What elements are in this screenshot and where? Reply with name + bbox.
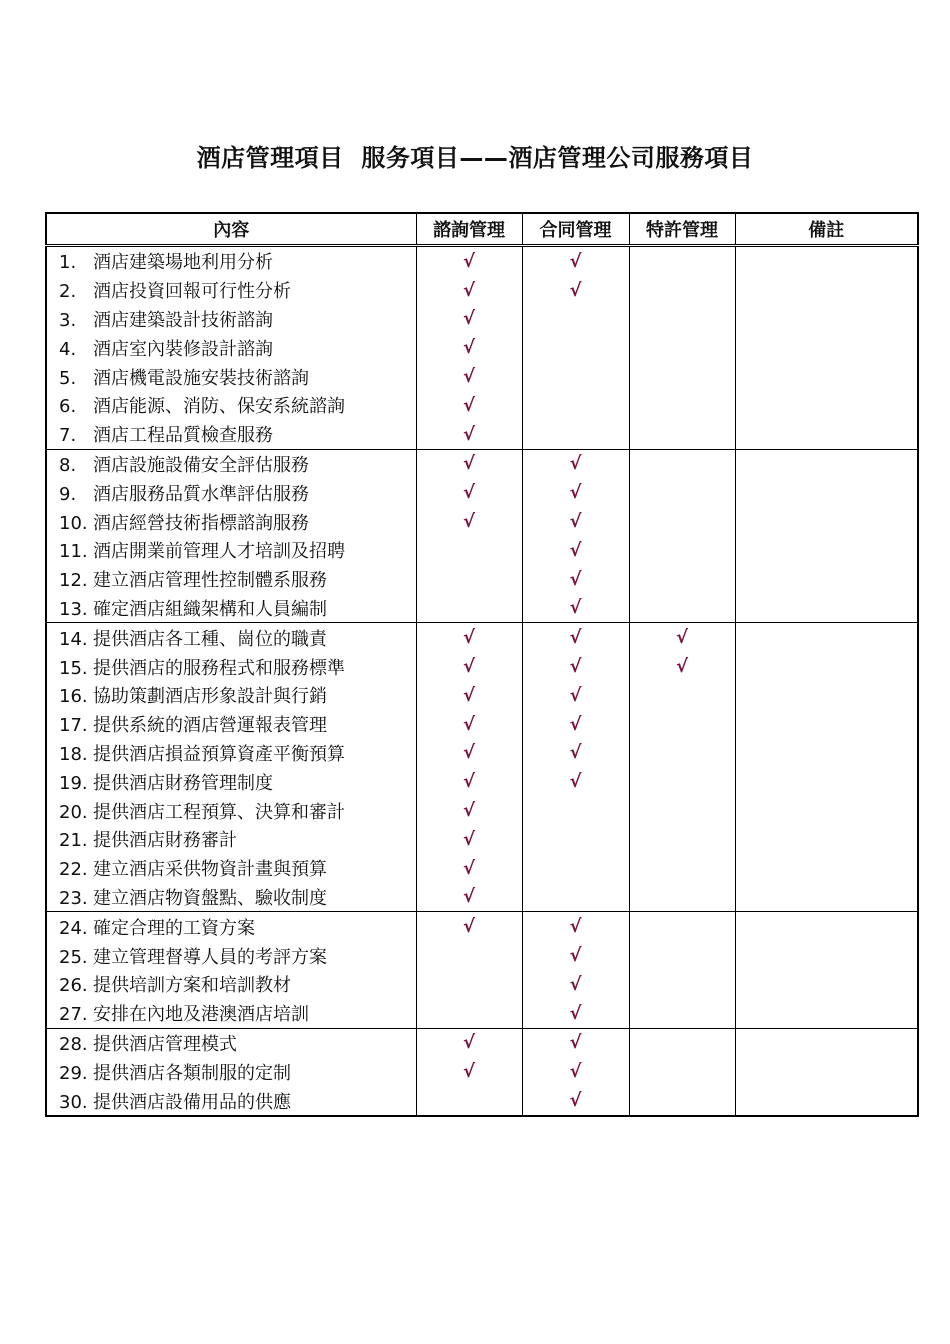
contract-check: √ bbox=[522, 478, 629, 507]
service-item bbox=[46, 305, 416, 334]
contract-check bbox=[522, 883, 629, 912]
franchise-check bbox=[629, 391, 735, 420]
table-row bbox=[46, 941, 918, 970]
table-row bbox=[46, 681, 918, 710]
contract-check: √ bbox=[522, 246, 629, 276]
table-row bbox=[46, 739, 918, 768]
table-header-row bbox=[46, 213, 918, 246]
item-number: 25. bbox=[59, 946, 88, 968]
item-text: 酒店設施設備安全評估服務 bbox=[93, 454, 309, 476]
header-remarks: 備註 bbox=[735, 213, 918, 246]
remarks-cell bbox=[735, 362, 918, 391]
item-number: 24. bbox=[59, 917, 88, 939]
item-text: 酒店室內裝修設計諮詢 bbox=[93, 338, 273, 360]
table-row bbox=[46, 1057, 918, 1086]
franchise-check bbox=[629, 1086, 735, 1116]
franchise-check bbox=[629, 883, 735, 912]
consulting-check: √ bbox=[416, 1028, 522, 1057]
contract-check: √ bbox=[522, 999, 629, 1028]
item-text: 協助策劃酒店形象設計與行銷 bbox=[93, 686, 327, 708]
consulting-check: √ bbox=[416, 912, 522, 941]
table-row bbox=[46, 854, 918, 883]
item-text: 酒店投資回報可行性分析 bbox=[93, 281, 291, 303]
services-table bbox=[45, 212, 919, 1117]
franchise-check bbox=[629, 739, 735, 768]
item-number: 6. bbox=[59, 396, 77, 418]
page-title: 酒店管理項目 服务項目——酒店管理公司服務項目 bbox=[196, 144, 754, 172]
service-item bbox=[46, 912, 416, 941]
consulting-check bbox=[416, 536, 522, 565]
item-number: 19. bbox=[59, 772, 88, 794]
table-row bbox=[46, 912, 918, 941]
consulting-check: √ bbox=[416, 1057, 522, 1086]
consulting-check: √ bbox=[416, 478, 522, 507]
item-text: 酒店服務品質水準評估服務 bbox=[93, 483, 309, 505]
item-number: 22. bbox=[59, 859, 88, 881]
service-item bbox=[46, 507, 416, 536]
consulting-check: √ bbox=[416, 305, 522, 334]
table-row bbox=[46, 623, 918, 652]
remarks-cell bbox=[735, 536, 918, 565]
item-text: 提供酒店財務管理制度 bbox=[93, 772, 273, 794]
franchise-check bbox=[629, 565, 735, 594]
item-number: 18. bbox=[59, 743, 88, 765]
remarks-cell bbox=[735, 796, 918, 825]
contract-check bbox=[522, 333, 629, 362]
remarks-cell bbox=[735, 594, 918, 623]
consulting-check: √ bbox=[416, 883, 522, 912]
service-item bbox=[46, 825, 416, 854]
franchise-check bbox=[629, 594, 735, 623]
item-number: 1. bbox=[59, 252, 77, 274]
remarks-cell bbox=[735, 652, 918, 681]
table-row bbox=[46, 478, 918, 507]
contract-check: √ bbox=[522, 449, 629, 478]
table-row bbox=[46, 999, 918, 1028]
item-number: 23. bbox=[59, 887, 88, 909]
item-number: 10. bbox=[59, 512, 88, 534]
item-text: 建立酒店物資盤點、驗收制度 bbox=[93, 887, 327, 909]
item-text: 酒店經營技術指標諮詢服務 bbox=[93, 512, 309, 534]
service-item bbox=[46, 594, 416, 623]
service-item bbox=[46, 854, 416, 883]
item-text: 酒店機電設施安裝技術諮詢 bbox=[93, 367, 309, 389]
table-row bbox=[46, 1028, 918, 1057]
contract-check: √ bbox=[522, 1028, 629, 1057]
item-text: 建立酒店采供物資計畫與預算 bbox=[93, 859, 327, 881]
service-item bbox=[46, 796, 416, 825]
item-number: 15. bbox=[59, 657, 88, 679]
consulting-check: √ bbox=[416, 739, 522, 768]
item-number: 21. bbox=[59, 830, 88, 852]
service-item bbox=[46, 999, 416, 1028]
remarks-cell bbox=[735, 681, 918, 710]
contract-check bbox=[522, 420, 629, 449]
item-number: 5. bbox=[59, 367, 77, 389]
item-number: 14. bbox=[59, 628, 88, 650]
consulting-check: √ bbox=[416, 449, 522, 478]
service-item bbox=[46, 652, 416, 681]
consulting-check: √ bbox=[416, 362, 522, 391]
consulting-check: √ bbox=[416, 710, 522, 739]
contract-check bbox=[522, 854, 629, 883]
item-number: 11. bbox=[59, 541, 88, 563]
contract-check: √ bbox=[522, 507, 629, 536]
remarks-cell bbox=[735, 739, 918, 768]
item-number: 9. bbox=[59, 483, 77, 505]
item-number: 27. bbox=[59, 1004, 88, 1026]
franchise-check bbox=[629, 970, 735, 999]
table-row bbox=[46, 536, 918, 565]
table-row bbox=[46, 420, 918, 449]
consulting-check bbox=[416, 970, 522, 999]
service-item bbox=[46, 883, 416, 912]
contract-check: √ bbox=[522, 739, 629, 768]
remarks-cell bbox=[735, 246, 918, 276]
item-number: 26. bbox=[59, 975, 88, 997]
remarks-cell bbox=[735, 710, 918, 739]
remarks-cell bbox=[735, 565, 918, 594]
consulting-check: √ bbox=[416, 420, 522, 449]
item-number: 16. bbox=[59, 686, 88, 708]
remarks-cell bbox=[735, 1057, 918, 1086]
item-text: 提供酒店設備用品的供應 bbox=[93, 1091, 291, 1113]
remarks-cell bbox=[735, 912, 918, 941]
item-text: 提供酒店的服務程式和服務標準 bbox=[93, 657, 345, 679]
franchise-check bbox=[629, 912, 735, 941]
table-row bbox=[46, 449, 918, 478]
service-item bbox=[46, 276, 416, 305]
contract-check bbox=[522, 825, 629, 854]
franchise-check: √ bbox=[629, 623, 735, 652]
item-text: 提供系統的酒店營運報表管理 bbox=[93, 715, 327, 737]
franchise-check: √ bbox=[629, 652, 735, 681]
consulting-check: √ bbox=[416, 391, 522, 420]
franchise-check bbox=[629, 681, 735, 710]
contract-check: √ bbox=[522, 970, 629, 999]
remarks-cell bbox=[735, 767, 918, 796]
item-number: 30. bbox=[59, 1091, 88, 1113]
franchise-check bbox=[629, 1057, 735, 1086]
consulting-check: √ bbox=[416, 796, 522, 825]
service-item bbox=[46, 1057, 416, 1086]
table-row bbox=[46, 362, 918, 391]
remarks-cell bbox=[735, 449, 918, 478]
item-text: 安排在內地及港澳酒店培訓 bbox=[93, 1004, 309, 1026]
table-row bbox=[46, 507, 918, 536]
contract-check: √ bbox=[522, 710, 629, 739]
consulting-check bbox=[416, 941, 522, 970]
table-row bbox=[46, 710, 918, 739]
remarks-cell bbox=[735, 941, 918, 970]
remarks-cell bbox=[735, 883, 918, 912]
service-item bbox=[46, 681, 416, 710]
service-item bbox=[46, 420, 416, 449]
item-text: 酒店工程品質檢查服務 bbox=[93, 425, 273, 447]
table-row bbox=[46, 594, 918, 623]
table-row bbox=[46, 333, 918, 362]
item-number: 12. bbox=[59, 570, 88, 592]
franchise-check bbox=[629, 1028, 735, 1057]
item-text: 確定合理的工資方案 bbox=[93, 917, 255, 939]
service-item bbox=[46, 362, 416, 391]
item-number: 3. bbox=[59, 309, 77, 331]
item-number: 17. bbox=[59, 715, 88, 737]
item-text: 提供酒店管理模式 bbox=[93, 1033, 237, 1055]
service-item bbox=[46, 970, 416, 999]
service-item bbox=[46, 449, 416, 478]
table-row bbox=[46, 246, 918, 276]
header-content: 內容 bbox=[46, 213, 416, 246]
contract-check: √ bbox=[522, 623, 629, 652]
consulting-check bbox=[416, 1086, 522, 1116]
consulting-check: √ bbox=[416, 767, 522, 796]
consulting-check bbox=[416, 565, 522, 594]
item-text: 酒店能源、消防、保安系統諮詢 bbox=[93, 396, 345, 418]
franchise-check bbox=[629, 305, 735, 334]
franchise-check bbox=[629, 276, 735, 305]
remarks-cell bbox=[735, 333, 918, 362]
remarks-cell bbox=[735, 276, 918, 305]
table-row bbox=[46, 767, 918, 796]
remarks-cell bbox=[735, 999, 918, 1028]
franchise-check bbox=[629, 507, 735, 536]
consulting-check: √ bbox=[416, 854, 522, 883]
item-text: 提供酒店工程預算、決算和審計 bbox=[93, 801, 345, 823]
remarks-cell bbox=[735, 970, 918, 999]
table-row bbox=[46, 565, 918, 594]
table-body bbox=[46, 246, 918, 1116]
consulting-check: √ bbox=[416, 507, 522, 536]
item-text: 酒店建築場地利用分析 bbox=[93, 252, 273, 274]
franchise-check bbox=[629, 767, 735, 796]
remarks-cell bbox=[735, 1086, 918, 1116]
service-item bbox=[46, 246, 416, 276]
item-text: 酒店開業前管理人才培訓及招聘 bbox=[93, 541, 345, 563]
service-item bbox=[46, 767, 416, 796]
contract-check bbox=[522, 796, 629, 825]
service-item bbox=[46, 536, 416, 565]
header-consulting: 諮詢管理 bbox=[416, 213, 522, 246]
consulting-check: √ bbox=[416, 333, 522, 362]
item-text: 建立酒店管理性控制體系服務 bbox=[93, 570, 327, 592]
item-text: 提供培訓方案和培訓教材 bbox=[93, 975, 291, 997]
franchise-check bbox=[629, 710, 735, 739]
remarks-cell bbox=[735, 507, 918, 536]
contract-check: √ bbox=[522, 1057, 629, 1086]
table-row bbox=[46, 305, 918, 334]
consulting-check: √ bbox=[416, 681, 522, 710]
franchise-check bbox=[629, 246, 735, 276]
remarks-cell bbox=[735, 623, 918, 652]
franchise-check bbox=[629, 333, 735, 362]
consulting-check: √ bbox=[416, 652, 522, 681]
item-number: 7. bbox=[59, 425, 77, 447]
remarks-cell bbox=[735, 478, 918, 507]
table-row bbox=[46, 652, 918, 681]
contract-check bbox=[522, 305, 629, 334]
contract-check bbox=[522, 362, 629, 391]
item-text: 確定酒店組織架構和人員編制 bbox=[93, 598, 327, 620]
franchise-check bbox=[629, 941, 735, 970]
service-item bbox=[46, 391, 416, 420]
contract-check: √ bbox=[522, 594, 629, 623]
contract-check: √ bbox=[522, 276, 629, 305]
service-item bbox=[46, 623, 416, 652]
table-row bbox=[46, 970, 918, 999]
service-item bbox=[46, 333, 416, 362]
consulting-check: √ bbox=[416, 623, 522, 652]
remarks-cell bbox=[735, 420, 918, 449]
service-item bbox=[46, 565, 416, 594]
remarks-cell bbox=[735, 1028, 918, 1057]
consulting-check: √ bbox=[416, 825, 522, 854]
item-number: 20. bbox=[59, 801, 88, 823]
item-number: 29. bbox=[59, 1062, 88, 1084]
item-text: 提供酒店財務審計 bbox=[93, 830, 237, 852]
contract-check: √ bbox=[522, 681, 629, 710]
contract-check bbox=[522, 391, 629, 420]
item-number: 13. bbox=[59, 598, 88, 620]
item-number: 8. bbox=[59, 454, 77, 476]
item-number: 28. bbox=[59, 1033, 88, 1055]
service-item bbox=[46, 1028, 416, 1057]
consulting-check: √ bbox=[416, 276, 522, 305]
service-item bbox=[46, 941, 416, 970]
item-text: 提供酒店各工種、崗位的職責 bbox=[93, 628, 327, 650]
table-row bbox=[46, 825, 918, 854]
service-item bbox=[46, 739, 416, 768]
franchise-check bbox=[629, 536, 735, 565]
franchise-check bbox=[629, 362, 735, 391]
service-item bbox=[46, 710, 416, 739]
franchise-check bbox=[629, 478, 735, 507]
remarks-cell bbox=[735, 854, 918, 883]
contract-check: √ bbox=[522, 912, 629, 941]
item-text: 提供酒店損益預算資產平衡預算 bbox=[93, 743, 345, 765]
item-number: 2. bbox=[59, 281, 77, 303]
franchise-check bbox=[629, 854, 735, 883]
remarks-cell bbox=[735, 305, 918, 334]
franchise-check bbox=[629, 999, 735, 1028]
franchise-check bbox=[629, 449, 735, 478]
contract-check: √ bbox=[522, 941, 629, 970]
table-row bbox=[46, 1086, 918, 1116]
contract-check: √ bbox=[522, 652, 629, 681]
table-row bbox=[46, 276, 918, 305]
remarks-cell bbox=[735, 825, 918, 854]
franchise-check bbox=[629, 420, 735, 449]
service-item bbox=[46, 1086, 416, 1116]
remarks-cell bbox=[735, 391, 918, 420]
item-text: 提供酒店各類制服的定制 bbox=[93, 1062, 291, 1084]
header-franchise: 特許管理 bbox=[629, 213, 735, 246]
service-item bbox=[46, 478, 416, 507]
table-row bbox=[46, 391, 918, 420]
contract-check: √ bbox=[522, 536, 629, 565]
franchise-check bbox=[629, 825, 735, 854]
franchise-check bbox=[629, 796, 735, 825]
header-contract: 合同管理 bbox=[522, 213, 629, 246]
contract-check: √ bbox=[522, 767, 629, 796]
contract-check: √ bbox=[522, 565, 629, 594]
item-number: 4. bbox=[59, 338, 77, 360]
consulting-check bbox=[416, 594, 522, 623]
item-text: 酒店建築設計技術諮詢 bbox=[93, 309, 273, 331]
contract-check: √ bbox=[522, 1086, 629, 1116]
consulting-check: √ bbox=[416, 246, 522, 276]
table-row bbox=[46, 796, 918, 825]
table-row bbox=[46, 883, 918, 912]
item-text: 建立管理督導人員的考評方案 bbox=[93, 946, 327, 968]
consulting-check bbox=[416, 999, 522, 1028]
